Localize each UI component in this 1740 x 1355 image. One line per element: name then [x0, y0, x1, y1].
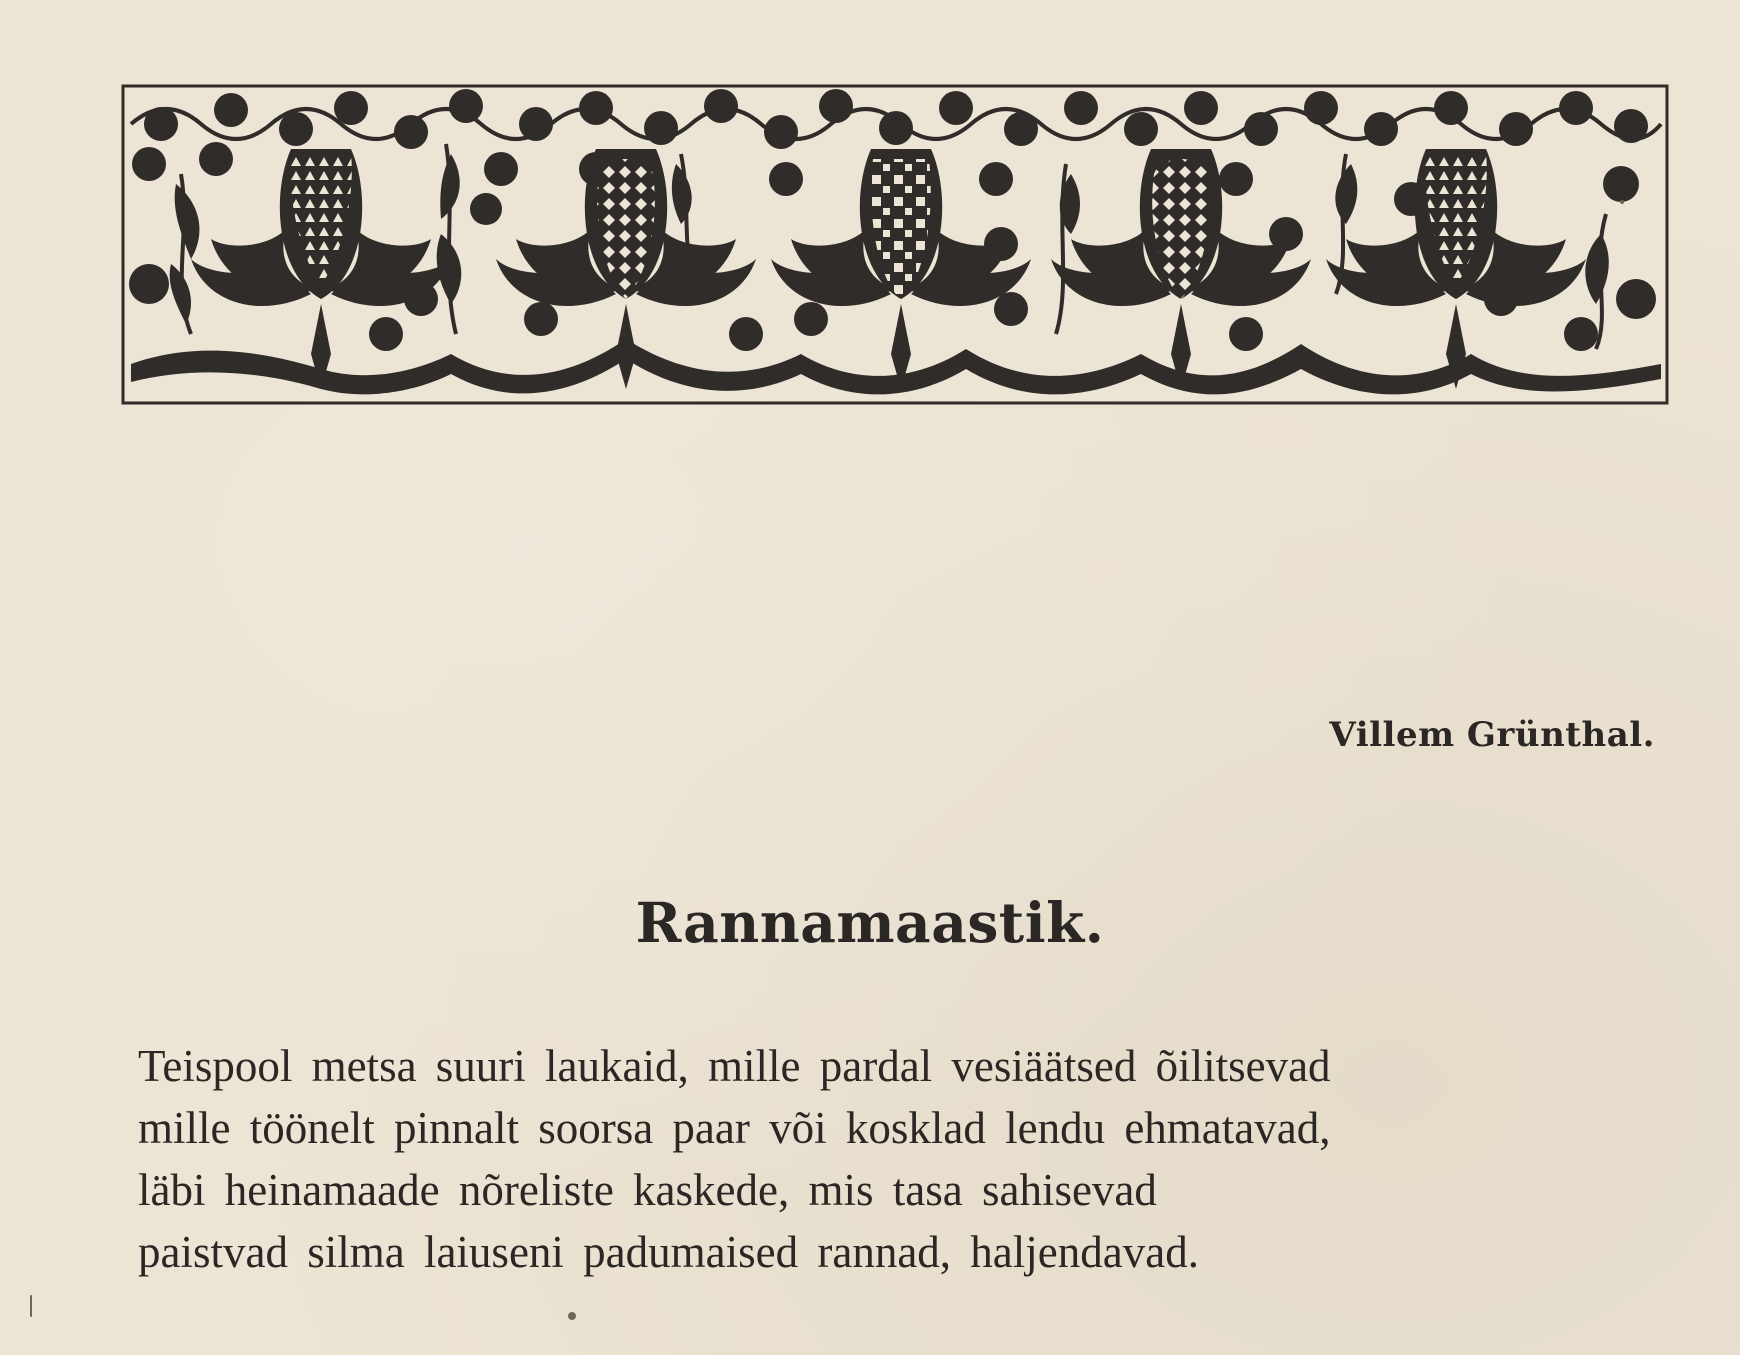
cut-off-next-line [138, 1338, 838, 1355]
paper-speck [568, 1312, 576, 1320]
poem-line: paistvad silma laiuseni padumaised rannad, haljendavad. [138, 1227, 1199, 1277]
poem-stanza [138, 1035, 1698, 1283]
show-through-text [140, 430, 1680, 492]
poem-line: läbi heinamaade nõreliste kaskede, mis tasa sahisevad [138, 1165, 1157, 1215]
author-signature: Villem Grünthal. [1329, 715, 1655, 755]
poem-title: Rannamaastik. [635, 890, 1105, 955]
paper-speck [1620, 200, 1624, 204]
poem-line: Teispool metsa suuri laukaid, mille pardal vesiäätsed õilitsevad [138, 1041, 1331, 1091]
paper-speck [30, 1295, 32, 1317]
tulip-border-ornament-icon [121, 84, 1669, 405]
poem-line: mille töönelt pinnalt soorsa paar või kosklad lendu ehmatavad, [138, 1103, 1331, 1153]
